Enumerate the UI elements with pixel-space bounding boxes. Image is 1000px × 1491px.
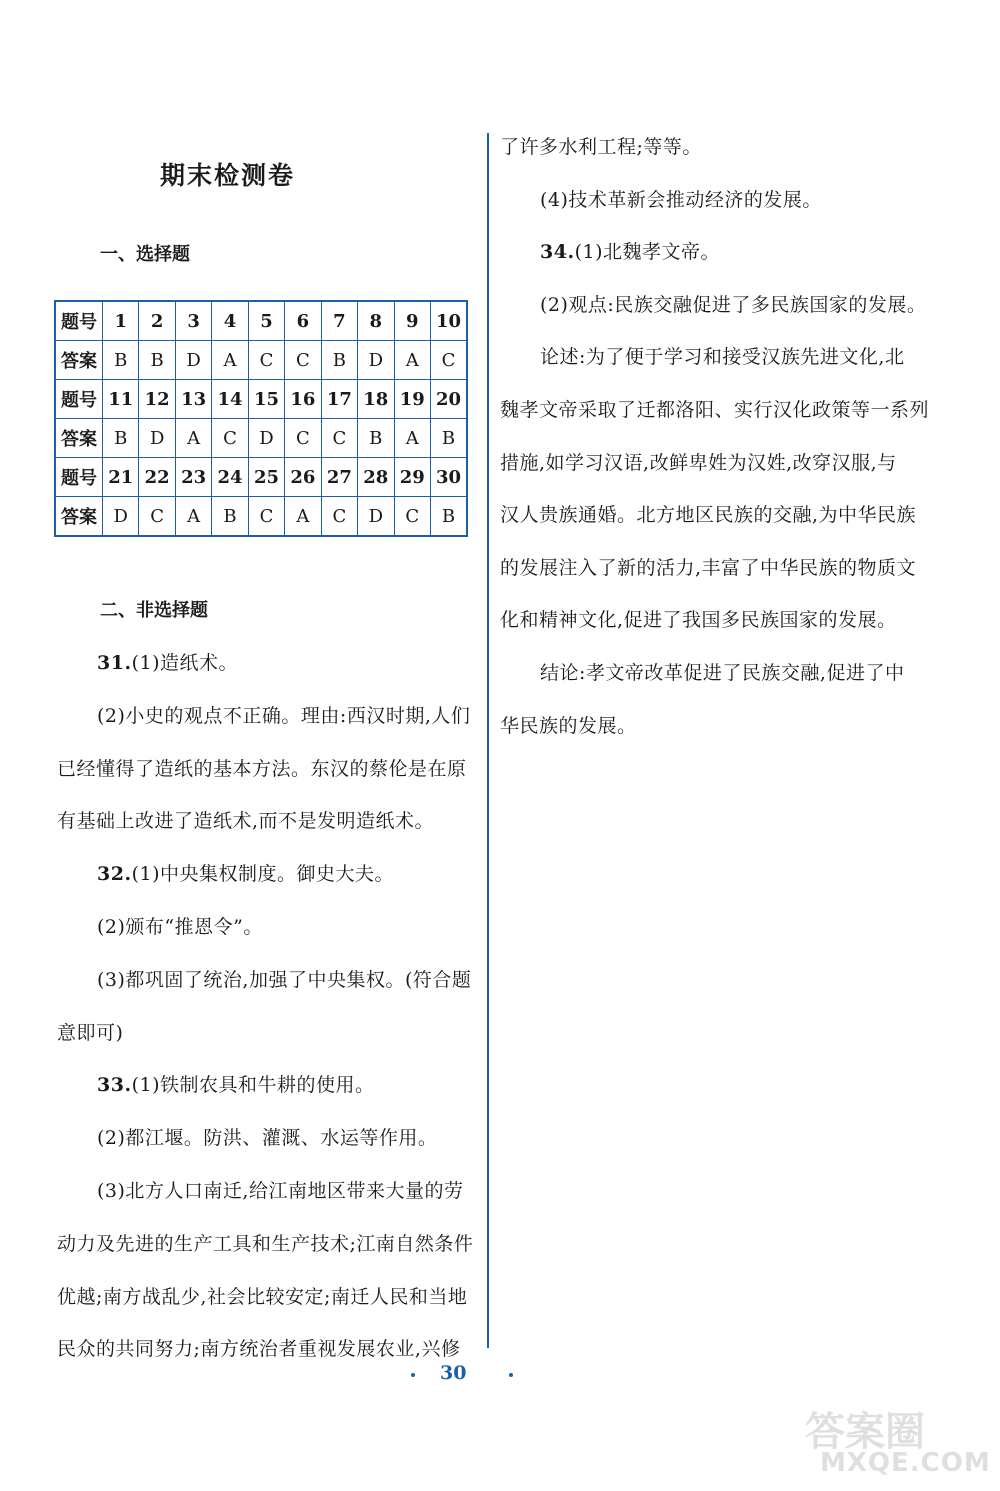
question-number-cell: 13 xyxy=(175,380,211,419)
question-number-cell: 3 xyxy=(175,301,211,341)
question-number-cell: 30 xyxy=(430,458,467,497)
watermark-logo xyxy=(795,1400,990,1480)
question-number-cell: 17 xyxy=(321,380,357,419)
answer-cell: C xyxy=(321,497,357,537)
table-row-numbers xyxy=(55,301,467,341)
text-line xyxy=(97,650,238,676)
line-text: 优越;南方战乱少,社会比较安定;南迁人民和当地 xyxy=(57,1285,468,1308)
text-line xyxy=(57,1020,123,1046)
question-number-cell: 25 xyxy=(248,458,284,497)
line-text: 措施,如学习汉语,改鲜卑姓为汉姓,改穿汉服,与 xyxy=(500,451,897,474)
line-text: 汉人贵族通婚。北方地区民族的交融,为中华民族 xyxy=(500,504,917,527)
page-dot-right xyxy=(509,1373,513,1377)
line-text: 化和精神文化,促进了我国多民族国家的发展。 xyxy=(500,609,897,632)
question-number-cell: 29 xyxy=(394,458,430,497)
page-dot-left xyxy=(411,1373,415,1377)
text-line xyxy=(500,450,897,476)
question-number: 32. xyxy=(97,863,132,886)
answer-cell: D xyxy=(175,341,211,380)
answer-cell: B xyxy=(321,341,357,380)
answer-cell: C xyxy=(248,341,284,380)
watermark-text: 答案圈 xyxy=(805,1409,925,1455)
text-line xyxy=(500,134,702,160)
line-text: (3)北方人口南迁,给江南地区带来大量的劳 xyxy=(97,1180,464,1202)
text-line xyxy=(500,555,916,581)
answer-cell: C xyxy=(139,497,175,537)
line-text: 华民族的发展。 xyxy=(500,714,637,737)
question-number-cell: 1 xyxy=(103,301,139,341)
question-number-cell: 6 xyxy=(285,301,321,341)
line-text: 民众的共同努力;南方统治者重视发展农业,兴修 xyxy=(57,1338,461,1361)
line-text: 已经懂得了造纸的基本方法。东汉的蔡伦是在原 xyxy=(57,757,467,780)
page-number: 30 xyxy=(440,1362,467,1384)
line-text: 了许多水利工程;等等。 xyxy=(500,136,702,158)
answer-cell: A xyxy=(175,497,211,537)
question-number-cell: 18 xyxy=(358,380,394,419)
answer-table xyxy=(54,300,468,537)
line-text: (2)颁布“推恩令”。 xyxy=(97,916,263,938)
line-text: (2)观点:民族交融促进了多民族国家的发展。 xyxy=(540,293,927,316)
line-text: (1)铁制农具和牛耕的使用。 xyxy=(131,1074,375,1097)
answer-cell: A xyxy=(212,341,248,380)
section-heading-nonchoice: 二、非选择题 xyxy=(100,600,208,621)
line-text: (1)中央集权制度。御史大夫。 xyxy=(131,863,394,886)
answer-cell: B xyxy=(103,341,139,380)
line-text: 论述:为了便于学习和接受汉族先进文化,北 xyxy=(540,346,905,369)
question-number: 33. xyxy=(97,1074,132,1097)
question-number-cell: 12 xyxy=(139,380,175,419)
text-line xyxy=(540,239,720,265)
question-number-cell: 19 xyxy=(394,380,430,419)
table-row-header: 答案 xyxy=(55,497,103,537)
text-line xyxy=(57,756,467,782)
line-text: 有基础上改进了造纸术,而不是发明造纸术。 xyxy=(57,810,435,833)
question-number: 34. xyxy=(540,241,575,264)
answer-cell: C xyxy=(285,341,321,380)
answer-cell: C xyxy=(212,419,248,458)
answer-cell: B xyxy=(139,341,175,380)
table-row-header: 题号 xyxy=(55,301,103,341)
question-number-cell: 4 xyxy=(212,301,248,341)
text-line xyxy=(540,187,822,213)
line-text: (2)小史的观点不正确。理由:西汉时期,人们 xyxy=(97,704,471,727)
question-number-cell: 7 xyxy=(321,301,357,341)
question-number-cell: 23 xyxy=(175,458,211,497)
answer-cell: C xyxy=(321,419,357,458)
text-line xyxy=(57,1336,460,1362)
table-row-numbers xyxy=(55,380,467,419)
line-text: 动力及先进的生产工具和生产技术;江南自然条件 xyxy=(57,1232,474,1255)
table-row-header: 题号 xyxy=(55,380,103,419)
table-row-answers xyxy=(55,419,467,458)
line-text: 的发展注入了新的活力,丰富了中华民族的物质文 xyxy=(500,556,917,579)
line-text: (2)都江堰。防洪、灌溉、水运等作用。 xyxy=(97,1127,438,1150)
text-line xyxy=(57,1284,467,1310)
question-number-cell: 21 xyxy=(103,458,139,497)
column-divider xyxy=(487,133,489,1348)
answer-cell: B xyxy=(103,419,139,458)
text-line xyxy=(97,861,394,887)
answer-cell: D xyxy=(103,497,139,537)
question-number-cell: 20 xyxy=(430,380,467,419)
answer-cell: D xyxy=(139,419,175,458)
text-line xyxy=(540,344,904,370)
answer-cell: A xyxy=(285,497,321,537)
line-text: 魏孝文帝采取了迁都洛阳、实行汉化政策等一系列 xyxy=(500,399,930,421)
text-line xyxy=(500,397,929,423)
text-line xyxy=(97,1125,437,1151)
question-number-cell: 10 xyxy=(430,301,467,341)
question-number-cell: 2 xyxy=(139,301,175,341)
line-text: 结论:孝文帝改革促进了民族交融,促进了中 xyxy=(540,662,905,684)
answer-cell: B xyxy=(212,497,248,537)
question-number-cell: 5 xyxy=(248,301,284,341)
answer-cell: C xyxy=(394,497,430,537)
question-number-cell: 8 xyxy=(358,301,394,341)
line-text: (3)都巩固了统治,加强了中央集权。(符合题 xyxy=(97,968,472,991)
answer-cell: B xyxy=(430,497,467,537)
answer-cell: C xyxy=(430,341,467,380)
text-line xyxy=(97,967,471,993)
question-number-cell: 26 xyxy=(285,458,321,497)
text-line xyxy=(97,1178,463,1204)
question-number: 31. xyxy=(97,652,132,674)
line-text: (1)造纸术。 xyxy=(131,652,238,674)
text-line xyxy=(57,1231,473,1257)
text-line xyxy=(97,1072,374,1098)
answer-cell: A xyxy=(394,341,430,380)
question-number-cell: 16 xyxy=(285,380,321,419)
section-heading-choice: 一、选择题 xyxy=(100,244,190,265)
question-number-cell: 11 xyxy=(103,380,139,419)
text-line xyxy=(500,713,637,739)
watermark-url: MXQE.COM xyxy=(820,1448,991,1478)
answer-cell: B xyxy=(430,419,467,458)
page-title: 期末检测卷 xyxy=(160,161,296,190)
text-line xyxy=(97,703,470,729)
line-text: 意即可) xyxy=(57,1021,124,1044)
answer-cell: A xyxy=(394,419,430,458)
question-number-cell: 28 xyxy=(358,458,394,497)
table-row-header: 答案 xyxy=(55,341,103,380)
question-number-cell: 24 xyxy=(212,458,248,497)
question-number-cell: 22 xyxy=(139,458,175,497)
text-line xyxy=(500,607,897,633)
text-line xyxy=(540,292,926,318)
text-line xyxy=(540,660,904,686)
table-row-numbers xyxy=(55,458,467,497)
question-number-cell: 27 xyxy=(321,458,357,497)
line-text: (4)技术革新会推动经济的发展。 xyxy=(540,188,822,211)
question-number-cell: 14 xyxy=(212,380,248,419)
text-line xyxy=(57,808,434,834)
text-line xyxy=(500,502,916,528)
table-row-header: 答案 xyxy=(55,419,103,458)
line-text: (1)北魏孝文帝。 xyxy=(574,241,720,264)
question-number-cell: 15 xyxy=(248,380,284,419)
answer-cell: C xyxy=(285,419,321,458)
answer-cell: D xyxy=(248,419,284,458)
table-row-answers xyxy=(55,341,467,380)
text-line xyxy=(97,914,263,940)
answer-cell: D xyxy=(358,341,394,380)
answer-cell: C xyxy=(248,497,284,537)
table-row-answers xyxy=(55,497,467,537)
answer-cell: B xyxy=(358,419,394,458)
answer-cell: A xyxy=(175,419,211,458)
table-row-header: 题号 xyxy=(55,458,103,497)
answer-cell: D xyxy=(358,497,394,537)
question-number-cell: 9 xyxy=(394,301,430,341)
